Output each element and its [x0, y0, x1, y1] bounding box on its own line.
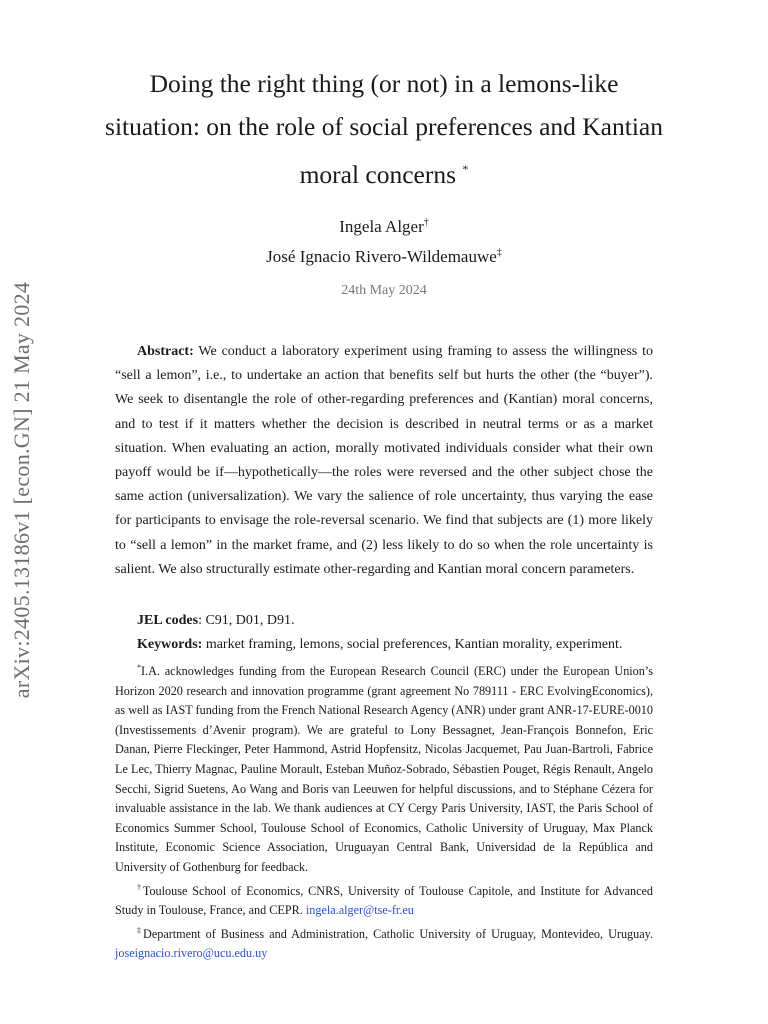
footnote-marker: ‡ [137, 925, 144, 935]
abstract-text: We conduct a laboratory experiment using framing to assess the willingness to “sell a lemon”, i.e., to undertake an action that benefits self but hurts the other (the “buyer”). We seek to disentangle the role of other-regarding preferences and (Kantian) moral concerns, and to test if it matters whether the decision is described in neutral terms or as a market situation. When evaluating an action, morally motivated individuals consider what their own payoff would be if—hypothetically—the roles were reversed and the other subject chose the same action (universalization). We vary the salience of role uncertainty, thus varying the ease for participants to envisage the role-reversal scenario. We find that subjects are (1) more likely to “sell a lemon” in the market frame, and (2) less likely to do so when the role uncertainty is salient. We also structurally estimate other-regarding and Kantian moral concern parameters. [115, 344, 653, 577]
arxiv-identifier-stamp [0, 240, 44, 740]
footnotes-section [115, 658, 653, 964]
footnote-text: Toulouse School of Economics, CNRS, University of Toulouse Capitole, and Institute for Advanced Study in Toulouse, France, and CEPR. [115, 883, 654, 918]
footnote-text: Department of Business and Administration, Catholic University of Uruguay, Montevideo, Uruguay. [143, 926, 653, 941]
arxiv-identifier-text: arXiv:2405.13186v1 [econ.GN] 21 May 2024 [9, 281, 34, 699]
author-list [100, 210, 668, 270]
email-link[interactable]: joseignacio.rivero@ucu.edu.uy [115, 946, 268, 961]
footnote-marker: † [137, 882, 143, 892]
jel-codes [115, 611, 653, 631]
author-footnote-marker[interactable]: ‡ [496, 247, 502, 258]
author-name: Ingela Alger [339, 217, 424, 236]
abstract-section [115, 340, 653, 582]
abstract-paragraph [115, 340, 653, 582]
footnote-funding [115, 658, 653, 878]
footnote-text: I.A. acknowledges funding from the European Research Council (ERC) under the European Union’s Horizon 2020 research and innovation programme (grant agreement No 789111 - ERC EvolvingEconomics), as well as IAST funding from the French National Research Agency (ANR) under grant ANR-17-EURE-0010 (Investissements d’Avenir program). We are grateful to Lony Bessagnet, Jean-François Bonnefon, Eric Danan, Pierre Fleckinger, Peter Hammond, Astrid Hopfensitz, Nicolas Jacquemet, Pau Juan-Bartroli, Fabrice Le Lec, Thierry Magnac, Pauline Morault, Esteban Muñoz-Sobrado, Sébastien Pouget, Régis Renault, Angelo Secchi, Sigrid Suetens, Ao Wang and Boris van Leeuwen for helpful discussions, and to Stéphane Cézera for invaluable assistance in the lab. We thank audiences at CY Cergy Paris University, IAST, the Paris School of Economics Summer School, Toulouse School of Economics, Catholic University of Uruguay, Max Planck Institute, Economic Science Association, Uruguayan Central Bank, Universidad de la República and University of Gothenburg for feedback. [115, 664, 653, 874]
email-link[interactable]: ingela.alger@tse-fr.eu [305, 903, 414, 918]
jel-label: JEL codes [137, 613, 199, 628]
jel-text: : C91, D01, D91. [198, 613, 295, 628]
footnote-marker: * [137, 663, 141, 672]
keywords-label: Keywords: [137, 637, 203, 652]
title-footnote-marker[interactable]: * [462, 162, 469, 176]
author-name: José Ignacio Rivero-Wildemauwe [266, 247, 497, 266]
keywords [115, 635, 653, 655]
author-entry [100, 240, 668, 270]
paper-title-text: Doing the right thing (or not) in a lemons-like situation: on the role of social preferences and Kantian moral concerns [105, 69, 663, 189]
abstract-label: Abstract: [137, 344, 194, 359]
author-entry [100, 210, 668, 240]
footnote-author-one [115, 878, 653, 921]
author-footnote-marker[interactable]: † [423, 217, 429, 228]
keywords-text: market framing, lemons, social preferences, Kantian morality, experiment. [202, 637, 623, 652]
publication-date: 24th May 2024 [341, 283, 427, 298]
footnote-author-two [115, 921, 653, 964]
paper-title [100, 62, 668, 196]
